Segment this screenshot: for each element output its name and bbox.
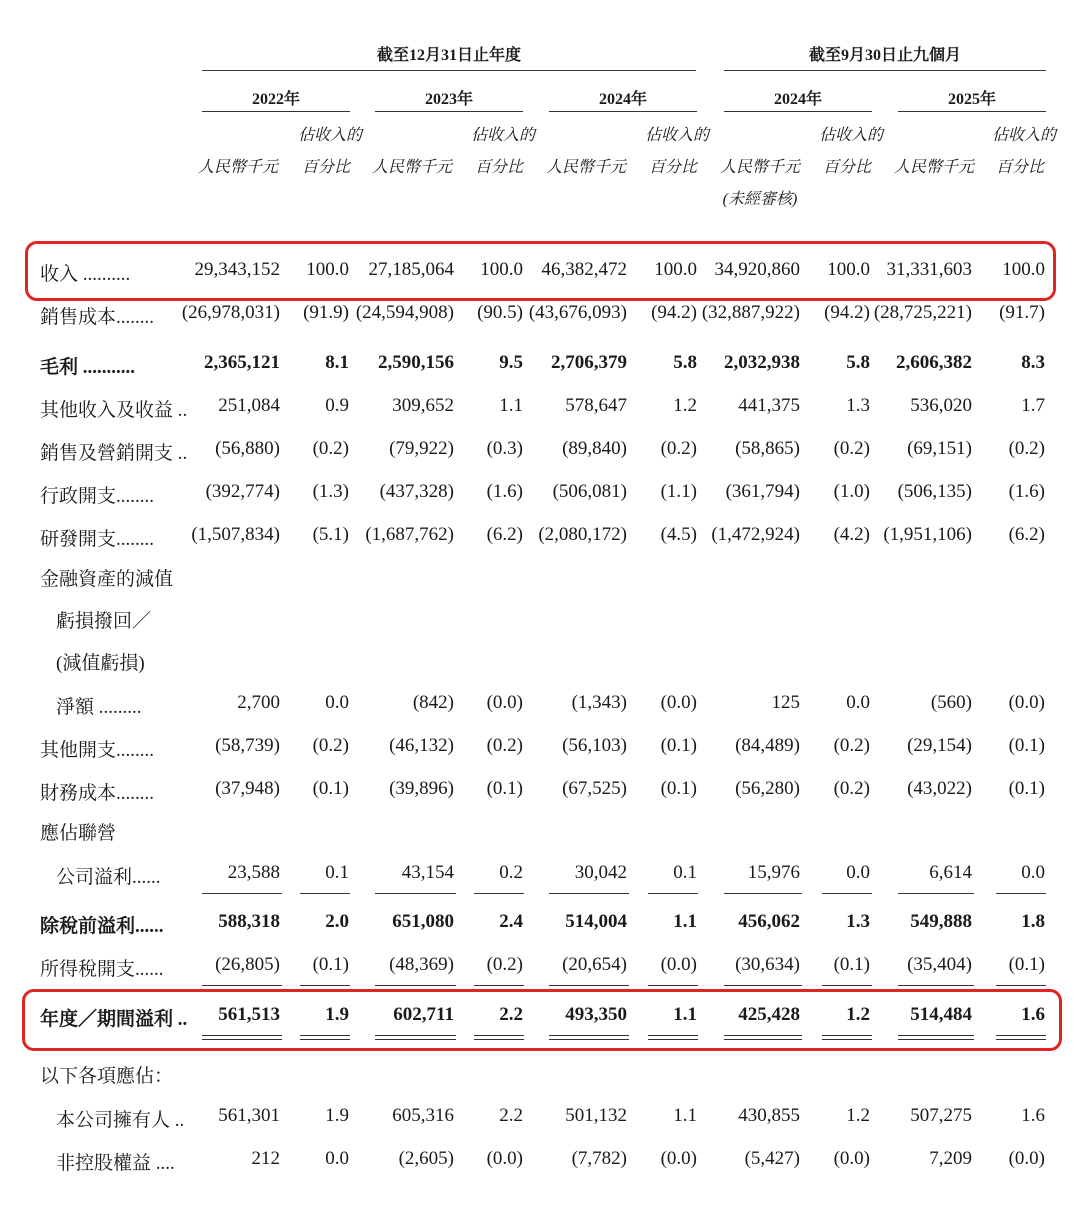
subtotal-underline xyxy=(474,985,524,986)
amount-cell: (1,343) xyxy=(571,692,627,713)
percent-cell: 1.9 xyxy=(325,1004,349,1025)
amount-cell: (2,080,172) xyxy=(538,524,627,545)
percent-column-header: 佔收入的 百分比 xyxy=(645,127,710,176)
amount-cell: 651,080 xyxy=(392,911,454,932)
percent-cell: 8.1 xyxy=(325,352,349,373)
amount-cell: (56,880) xyxy=(215,438,280,459)
percent-cell: (0.1) xyxy=(660,735,697,756)
percent-cell: (0.2) xyxy=(486,954,523,975)
amount-cell: 251,084 xyxy=(218,395,280,416)
amount-cell: 30,042 xyxy=(574,862,627,883)
amount-cell: (2,605) xyxy=(398,1148,454,1169)
subtotal-underline xyxy=(724,893,802,894)
percent-cell: (6.2) xyxy=(486,524,523,545)
amount-cell: (89,840) xyxy=(562,438,627,459)
percent-cell: (4.5) xyxy=(660,524,697,545)
amount-cell: 578,647 xyxy=(565,395,627,416)
percent-cell: 2.0 xyxy=(325,911,349,932)
percent-cell: (0.1) xyxy=(1008,954,1045,975)
amount-cell: (1,687,762) xyxy=(365,524,454,545)
amount-cell: (39,896) xyxy=(389,778,454,799)
percent-cell: (0.2) xyxy=(312,438,349,459)
percent-cell: 1.8 xyxy=(1021,911,1045,932)
amount-cell: 46,382,472 xyxy=(541,259,627,280)
row-label: 年度／期間溢利 .. xyxy=(40,1009,188,1030)
percent-cell: (0.3) xyxy=(486,438,523,459)
amount-cell: (37,948) xyxy=(215,778,280,799)
percent-cell: 1.1 xyxy=(673,1004,697,1025)
percent-cell: 9.5 xyxy=(499,352,523,373)
unaudited-note: (未經審核) xyxy=(722,191,798,208)
percent-cell: (1.6) xyxy=(486,481,523,502)
percent-cell: 0.1 xyxy=(325,862,349,883)
percent-cell: 100.0 xyxy=(480,259,523,280)
percent-cell: 5.8 xyxy=(673,352,697,373)
percent-cell: 1.2 xyxy=(846,1004,870,1025)
percent-cell: 0.9 xyxy=(325,395,349,416)
percent-column-header: 佔收入的 百分比 xyxy=(992,127,1057,176)
row-label: 行政開支........ xyxy=(40,486,155,507)
row-label: 非控股權益 .... xyxy=(56,1153,175,1174)
subtotal-underline xyxy=(996,985,1046,986)
amount-cell: (1,951,106) xyxy=(883,524,972,545)
amount-cell: 27,185,064 xyxy=(368,259,454,280)
subtotal-underline xyxy=(474,893,524,894)
amount-cell: (26,978,031) xyxy=(181,302,280,323)
amount-cell: 309,652 xyxy=(392,395,454,416)
percent-cell: (91.7) xyxy=(999,302,1045,323)
percent-column-header: 佔收入的 百分比 xyxy=(298,127,363,176)
percent-cell: 2.4 xyxy=(499,911,523,932)
amount-cell: 507,275 xyxy=(910,1105,972,1126)
percent-cell: 1.9 xyxy=(325,1105,349,1126)
row-label: 毛利 ........... xyxy=(40,357,136,378)
subtotal-underline xyxy=(996,893,1046,894)
amount-cell: (28,725,221) xyxy=(873,302,972,323)
percent-cell: (0.0) xyxy=(833,1148,870,1169)
amount-cell: 605,316 xyxy=(392,1105,454,1126)
row-label: 其他開支........ xyxy=(40,740,155,761)
percent-cell: (0.1) xyxy=(312,954,349,975)
year-header: 2024年 xyxy=(773,91,822,108)
percent-cell: (94.2) xyxy=(824,302,870,323)
percent-cell: (0.1) xyxy=(1008,735,1045,756)
percent-cell: 1.1 xyxy=(673,1105,697,1126)
percent-cell: (5.1) xyxy=(312,524,349,545)
subtotal-underline xyxy=(822,985,872,986)
row-label: 本公司擁有人 .. xyxy=(56,1110,185,1131)
row-label: 銷售及營銷開支 .. xyxy=(40,443,188,464)
amount-cell: 34,920,860 xyxy=(714,259,800,280)
amount-column-header: 人民幣千元 xyxy=(372,159,453,176)
row-label: 收入 .......... xyxy=(40,264,131,285)
amount-cell: 430,855 xyxy=(738,1105,800,1126)
amount-cell: 125 xyxy=(771,692,800,713)
amount-cell: 602,711 xyxy=(393,1004,454,1025)
percent-cell: (0.0) xyxy=(660,954,697,975)
percent-cell: (0.1) xyxy=(1008,778,1045,799)
percent-cell: (94.2) xyxy=(651,302,697,323)
year-rule xyxy=(724,111,872,112)
percent-cell: (1.3) xyxy=(312,481,349,502)
percent-cell: (0.2) xyxy=(833,735,870,756)
row-label: 研發開支........ xyxy=(40,529,155,550)
percent-cell: 100.0 xyxy=(306,259,349,280)
percent-cell: (0.0) xyxy=(660,1148,697,1169)
row-label: 銷售成本........ xyxy=(40,307,155,328)
highlight-box-revenue xyxy=(25,241,1056,301)
subtotal-underline xyxy=(202,985,282,986)
percent-cell: (1.6) xyxy=(1008,481,1045,502)
amount-cell: (48,369) xyxy=(389,954,454,975)
percent-cell: (91.9) xyxy=(303,302,349,323)
row-label: 虧損撥回／ xyxy=(56,611,152,632)
amount-cell: (46,132) xyxy=(389,735,454,756)
amount-cell: (506,135) xyxy=(897,481,972,502)
amount-cell: 456,062 xyxy=(738,911,800,932)
amount-cell: (1,507,834) xyxy=(191,524,280,545)
subtotal-underline xyxy=(549,893,629,894)
highlight-box-profit xyxy=(22,989,1062,1051)
row-label: 淨額 ......... xyxy=(56,697,142,718)
amount-cell: 561,301 xyxy=(218,1105,280,1126)
amount-cell: (361,794) xyxy=(725,481,800,502)
percent-cell: (1.1) xyxy=(660,481,697,502)
amount-cell: 588,318 xyxy=(218,911,280,932)
percent-cell: 1.1 xyxy=(499,395,523,416)
amount-cell: (69,151) xyxy=(907,438,972,459)
amount-cell: (29,154) xyxy=(907,735,972,756)
row-label: (減值虧損) xyxy=(56,653,145,674)
amount-cell: (392,774) xyxy=(205,481,280,502)
percent-cell: 0.2 xyxy=(499,862,523,883)
amount-cell: (35,404) xyxy=(907,954,972,975)
year-rule xyxy=(375,111,523,112)
amount-cell: 2,590,156 xyxy=(378,352,454,373)
amount-cell: 493,350 xyxy=(565,1004,627,1025)
amount-column-header: 人民幣千元 xyxy=(546,159,627,176)
amount-cell: 7,209 xyxy=(929,1148,972,1169)
amount-cell: (67,525) xyxy=(562,778,627,799)
percent-cell: 2.2 xyxy=(499,1004,523,1025)
percent-cell: 1.3 xyxy=(846,911,870,932)
amount-cell: 23,588 xyxy=(227,862,280,883)
percent-cell: (0.1) xyxy=(486,778,523,799)
percent-cell: (90.5) xyxy=(477,302,523,323)
amount-cell: (79,922) xyxy=(389,438,454,459)
subtotal-underline xyxy=(375,985,456,986)
percent-cell: (0.1) xyxy=(833,954,870,975)
amount-cell: 2,032,938 xyxy=(724,352,800,373)
amount-cell: 212 xyxy=(251,1148,280,1169)
percent-column-header: 佔收入的 百分比 xyxy=(819,127,884,176)
percent-cell: (4.2) xyxy=(833,524,870,545)
subtotal-underline xyxy=(898,893,974,894)
percent-cell: (0.2) xyxy=(833,438,870,459)
amount-cell: (58,739) xyxy=(215,735,280,756)
percent-cell: 5.8 xyxy=(846,352,870,373)
percent-cell: 0.0 xyxy=(325,1148,349,1169)
amount-cell: 29,343,152 xyxy=(194,259,280,280)
percent-cell: 2.2 xyxy=(499,1105,523,1126)
percent-cell: (0.0) xyxy=(486,1148,523,1169)
percent-cell: (0.2) xyxy=(486,735,523,756)
amount-cell: 514,484 xyxy=(910,1004,972,1025)
amount-cell: 561,513 xyxy=(218,1004,280,1025)
amount-cell: (20,654) xyxy=(562,954,627,975)
amount-cell: (437,328) xyxy=(379,481,454,502)
amount-column-header: 人民幣千元 xyxy=(198,159,279,176)
row-label: 以下各項應佔： xyxy=(40,1066,174,1087)
amount-cell: 549,888 xyxy=(910,911,972,932)
row-label: 金融資產的減值 xyxy=(40,569,174,590)
subtotal-underline xyxy=(300,985,350,986)
row-label: 公司溢利...... xyxy=(56,867,161,888)
percent-cell: (0.2) xyxy=(660,438,697,459)
subtotal-underline xyxy=(202,893,282,894)
percent-cell: (0.2) xyxy=(833,778,870,799)
amount-cell: (1,472,924) xyxy=(711,524,800,545)
row-label: 所得稅開支...... xyxy=(40,959,164,980)
amount-cell: (56,280) xyxy=(735,778,800,799)
amount-cell: (7,782) xyxy=(571,1148,627,1169)
group-header-rule xyxy=(202,70,696,71)
percent-cell: 1.6 xyxy=(1021,1105,1045,1126)
percent-cell: 0.0 xyxy=(325,692,349,713)
percent-cell: 0.0 xyxy=(846,692,870,713)
percent-cell: (0.0) xyxy=(486,692,523,713)
amount-cell: 514,004 xyxy=(565,911,627,932)
group-header-rule xyxy=(724,70,1046,71)
percent-cell: 1.2 xyxy=(846,1105,870,1126)
amount-cell: (506,081) xyxy=(552,481,627,502)
year-header: 2025年 xyxy=(947,91,996,108)
amount-cell: (43,022) xyxy=(907,778,972,799)
subtotal-underline xyxy=(549,985,629,986)
subtotal-underline xyxy=(822,893,872,894)
percent-cell: 100.0 xyxy=(654,259,697,280)
percent-cell: 0.0 xyxy=(1021,862,1045,883)
year-rule xyxy=(202,111,350,112)
amount-cell: (58,865) xyxy=(735,438,800,459)
year-header: 2023年 xyxy=(424,91,473,108)
subtotal-underline xyxy=(375,893,456,894)
amount-cell: 536,020 xyxy=(910,395,972,416)
percent-cell: (0.0) xyxy=(1008,1148,1045,1169)
amount-cell: 2,606,382 xyxy=(896,352,972,373)
amount-column-header: 人民幣千元 xyxy=(720,159,801,176)
row-label: 除稅前溢利...... xyxy=(40,916,164,937)
amount-cell: (560) xyxy=(930,692,972,713)
subtotal-underline xyxy=(648,893,698,894)
group-header-nine-months: 截至9月30日止九個月 xyxy=(808,47,961,64)
year-header: 2022年 xyxy=(251,91,300,108)
subtotal-underline xyxy=(300,893,350,894)
amount-cell: 441,375 xyxy=(738,395,800,416)
row-label: 財務成本........ xyxy=(40,783,155,804)
amount-cell: 425,428 xyxy=(738,1004,800,1025)
amount-cell: 15,976 xyxy=(747,862,800,883)
amount-cell: (32,887,922) xyxy=(701,302,800,323)
amount-column-header: 人民幣千元 xyxy=(894,159,975,176)
amount-cell: (43,676,093) xyxy=(528,302,627,323)
percent-cell: 0.0 xyxy=(846,862,870,883)
percent-cell: 1.2 xyxy=(673,395,697,416)
amount-cell: (30,634) xyxy=(735,954,800,975)
year-rule xyxy=(549,111,697,112)
subtotal-underline xyxy=(898,985,974,986)
percent-cell: 1.6 xyxy=(1021,1004,1045,1025)
amount-cell: 43,154 xyxy=(401,862,454,883)
percent-cell: (0.1) xyxy=(312,778,349,799)
amount-cell: (842) xyxy=(412,692,454,713)
amount-cell: (56,103) xyxy=(562,735,627,756)
amount-cell: (24,594,908) xyxy=(355,302,454,323)
percent-cell: 0.1 xyxy=(673,862,697,883)
percent-cell: (0.1) xyxy=(660,778,697,799)
row-label: 其他收入及收益 .. xyxy=(40,400,188,421)
amount-cell: 6,614 xyxy=(929,862,972,883)
amount-cell: 31,331,603 xyxy=(886,259,972,280)
year-header: 2024年 xyxy=(598,91,647,108)
subtotal-underline xyxy=(724,985,802,986)
amount-cell: 2,700 xyxy=(237,692,280,713)
percent-cell: (1.0) xyxy=(833,481,870,502)
subtotal-underline xyxy=(648,985,698,986)
percent-cell: 1.7 xyxy=(1021,395,1045,416)
amount-cell: 2,365,121 xyxy=(204,352,280,373)
percent-cell: (0.2) xyxy=(312,735,349,756)
percent-column-header: 佔收入的 百分比 xyxy=(471,127,536,176)
percent-cell: 100.0 xyxy=(827,259,870,280)
percent-cell: 1.1 xyxy=(673,911,697,932)
amount-cell: 2,706,379 xyxy=(551,352,627,373)
amount-cell: (5,427) xyxy=(744,1148,800,1169)
amount-cell: (84,489) xyxy=(735,735,800,756)
amount-cell: (26,805) xyxy=(215,954,280,975)
row-label: 應佔聯營 xyxy=(40,823,117,844)
percent-cell: (0.2) xyxy=(1008,438,1045,459)
year-rule xyxy=(898,111,1046,112)
percent-cell: 8.3 xyxy=(1021,352,1045,373)
percent-cell: 1.3 xyxy=(846,395,870,416)
percent-cell: (0.0) xyxy=(1008,692,1045,713)
percent-cell: (6.2) xyxy=(1008,524,1045,545)
percent-cell: (0.0) xyxy=(660,692,697,713)
amount-cell: 501,132 xyxy=(565,1105,627,1126)
percent-cell: 100.0 xyxy=(1002,259,1045,280)
group-header-fiscal-year: 截至12月31日止年度 xyxy=(376,47,521,64)
